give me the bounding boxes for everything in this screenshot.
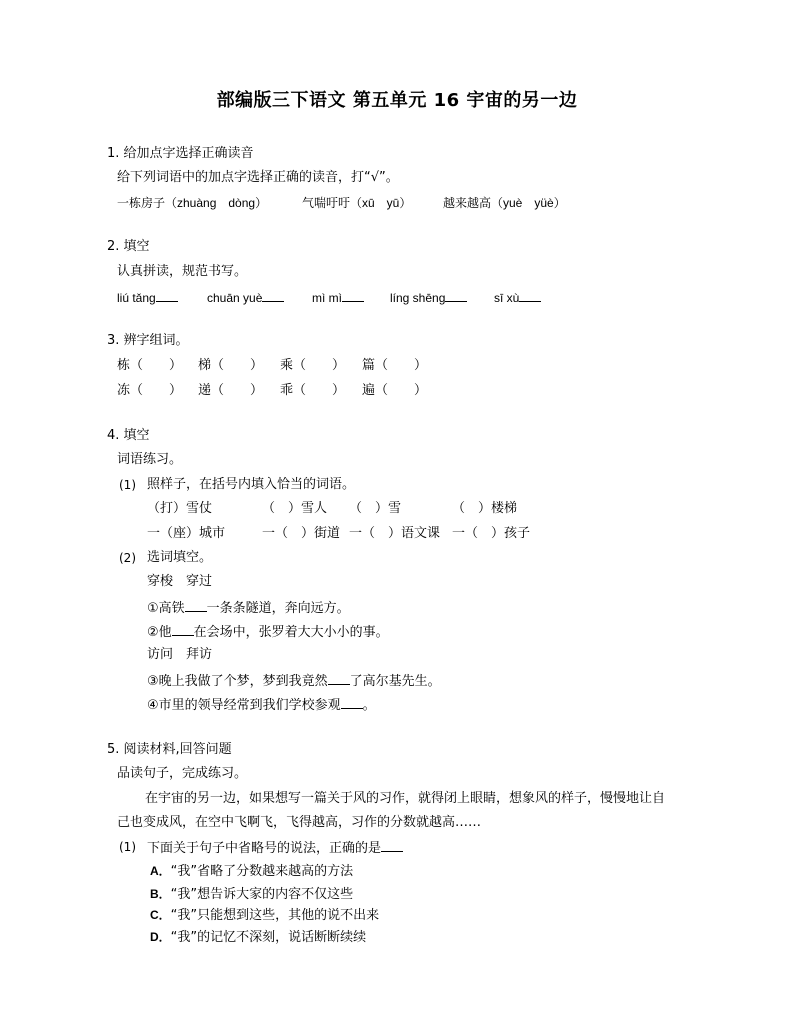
answer-blank[interactable] bbox=[172, 623, 194, 636]
question-5-heading bbox=[107, 742, 232, 758]
answer-blank[interactable] bbox=[328, 672, 350, 685]
question-1-item-1: 一栋房子（zhuàng dòng） bbox=[117, 196, 268, 210]
fill-sentence bbox=[147, 696, 376, 714]
char-group-item: 乖（ ） bbox=[280, 383, 346, 398]
option-text: “我”省略了分数越来越高的方法 bbox=[170, 864, 354, 879]
subquestion-1-text: 照样子，在括号内填入恰当的词语。 bbox=[147, 477, 356, 492]
sentence-part: ①高铁 bbox=[147, 601, 185, 616]
option-c[interactable] bbox=[150, 907, 379, 924]
word-fill-item: 一（ ）街道 bbox=[262, 526, 341, 541]
sentence-part: 。 bbox=[362, 698, 376, 713]
option-d[interactable] bbox=[150, 929, 366, 946]
word-fill-item: （ ）雪人 bbox=[262, 501, 328, 516]
question-stem: 下面关于句子中省略号的说法，正确的是 bbox=[147, 841, 382, 856]
question-2-number: 2. bbox=[107, 239, 120, 254]
sentence-part: ④市里的领导经常到我们学校参观 bbox=[147, 698, 341, 713]
page-title: 部编版三下语文 第五单元 16 宇宙的另一边 bbox=[216, 90, 578, 111]
option-text: “我”只能想到这些，其他的说不出来 bbox=[170, 908, 380, 923]
pinyin-item bbox=[117, 289, 178, 306]
pinyin-text: sī xù bbox=[494, 291, 520, 305]
question-3-heading bbox=[107, 333, 189, 349]
char-group-item: 乘（ ） bbox=[280, 358, 346, 373]
option-key: C． bbox=[150, 908, 171, 922]
option-key: A． bbox=[150, 864, 171, 878]
fill-sentence bbox=[147, 599, 350, 617]
pinyin-text: líng shēng bbox=[390, 291, 446, 305]
answer-blank[interactable] bbox=[342, 289, 364, 302]
question-4-number: 4. bbox=[107, 428, 120, 443]
pinyin-text: liú tǎng bbox=[117, 291, 156, 305]
word-example: 一（座）城市 bbox=[147, 526, 226, 541]
word-fill-item: （ ）雪 bbox=[349, 501, 402, 516]
question-4-heading bbox=[107, 428, 150, 444]
word-fill-item: （ ）楼梯 bbox=[452, 501, 518, 516]
char-group-item: 冻（ ） bbox=[117, 383, 183, 398]
word-choice-group: 访问 拜访 bbox=[147, 647, 213, 662]
answer-blank[interactable] bbox=[156, 289, 178, 302]
fill-sentence bbox=[147, 623, 389, 641]
word-fill-item: 一（ ）孩子 bbox=[452, 526, 531, 541]
char-group-item: 梯（ ） bbox=[198, 358, 264, 373]
question-2-title: 填空 bbox=[123, 239, 150, 254]
subquestion-number: (1) bbox=[119, 840, 136, 854]
option-b[interactable] bbox=[150, 886, 353, 903]
option-key: B． bbox=[150, 887, 171, 901]
question-1-instruction: 给下列词语中的加点字选择正确的读音，打“√”。 bbox=[117, 170, 399, 185]
subquestion-text bbox=[147, 839, 403, 857]
word-fill-item: 一（ ）语文课 bbox=[349, 526, 441, 541]
subquestion-number: (2) bbox=[119, 551, 136, 565]
question-2-instruction: 认真拼读，规范书写。 bbox=[117, 264, 248, 279]
pinyin-text: chuān yuè bbox=[207, 291, 263, 305]
question-1-item-2: 气喘吁吁（xū yū） bbox=[302, 196, 412, 210]
subquestion-number: (1) bbox=[119, 478, 136, 492]
word-choice-group: 穿梭 穿过 bbox=[147, 574, 213, 589]
reading-passage-line-1: 在宇宙的另一边，如果想写一篇关于风的习作，就得闭上眼睛，想象风的样子，慢慢地让自 bbox=[145, 791, 666, 806]
option-key: D． bbox=[150, 930, 171, 944]
question-5-number: 5. bbox=[107, 742, 120, 757]
option-text: “我”想告诉大家的内容不仅这些 bbox=[170, 887, 354, 902]
answer-blank[interactable] bbox=[381, 839, 403, 852]
question-2-heading bbox=[107, 239, 150, 255]
question-1-number: 1. bbox=[107, 146, 120, 161]
question-4-instruction: 词语练习。 bbox=[117, 452, 183, 467]
pinyin-item bbox=[207, 289, 284, 306]
question-1-item-3: 越来越高（yuè yüè） bbox=[443, 196, 566, 210]
question-1-title: 给加点字选择正确读音 bbox=[123, 146, 254, 161]
question-1-heading bbox=[107, 146, 254, 162]
subquestion-2-text: 选词填空。 bbox=[147, 550, 213, 565]
word-example: （打）雪仗 bbox=[147, 501, 213, 516]
answer-blank[interactable] bbox=[262, 289, 284, 302]
sentence-part: 在会场中，张罗着大大小小的事。 bbox=[193, 625, 389, 640]
char-group-item: 篇（ ） bbox=[362, 358, 428, 373]
fill-sentence bbox=[147, 672, 441, 690]
reading-passage-line-2: 己也变成风，在空中飞啊飞，飞得越高，习作的分数就越高…… bbox=[117, 815, 482, 830]
pinyin-item bbox=[390, 289, 467, 306]
answer-blank[interactable] bbox=[185, 599, 207, 612]
answer-blank[interactable] bbox=[519, 289, 541, 302]
char-group-item: 遍（ ） bbox=[362, 383, 428, 398]
pinyin-item bbox=[312, 289, 364, 306]
question-5-title: 阅读材料,回答问题 bbox=[123, 742, 232, 757]
option-text: “我”的记忆不深刻，说话断断续续 bbox=[170, 930, 367, 945]
option-a[interactable] bbox=[150, 863, 353, 880]
answer-blank[interactable] bbox=[445, 289, 467, 302]
question-3-number: 3. bbox=[107, 333, 120, 348]
sentence-part: ②他 bbox=[147, 625, 172, 640]
pinyin-text: mì mì bbox=[312, 291, 342, 305]
answer-blank[interactable] bbox=[341, 696, 363, 709]
question-3-title: 辨字组词。 bbox=[123, 333, 189, 348]
sentence-part: 了高尔基先生。 bbox=[349, 674, 441, 689]
sentence-part: 一条条隧道，奔向远方。 bbox=[206, 601, 350, 616]
char-group-item: 递（ ） bbox=[198, 383, 264, 398]
char-group-item: 栋（ ） bbox=[117, 358, 183, 373]
question-5-instruction: 品读句子，完成练习。 bbox=[117, 766, 248, 781]
pinyin-item bbox=[494, 289, 541, 306]
question-4-title: 填空 bbox=[123, 428, 150, 443]
sentence-part: ③晚上我做了个梦，梦到我竟然 bbox=[147, 674, 328, 689]
